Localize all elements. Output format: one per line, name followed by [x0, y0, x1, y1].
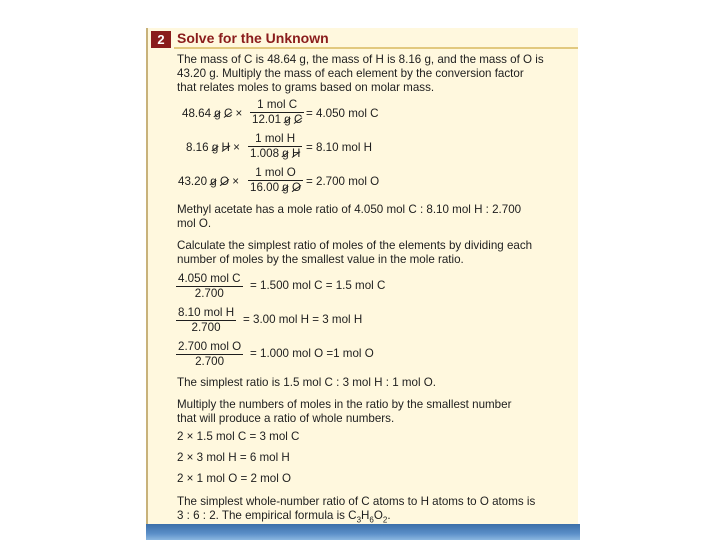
- product-1: 2 × 1.5 mol C = 3 mol C: [177, 430, 300, 443]
- ratio-line-2: mol O.: [177, 217, 212, 230]
- section-title: Solve for the Unknown: [177, 30, 329, 46]
- division-2-fraction: 8.10 mol H 2.700: [178, 306, 235, 334]
- conversion-1-mass: 48.64 g C ×: [182, 107, 243, 120]
- conclusion-line-1: The simplest whole-number ratio of C atoms to H atoms to O atoms is: [177, 495, 536, 508]
- conversion-3-factor: 1 mol O 16.00 g O: [250, 166, 301, 194]
- division-2-result: = 3.00 mol H = 3 mol H: [243, 313, 363, 326]
- simplest-intro-line-1: Calculate the simplest ratio of moles of the elements by dividing each: [177, 239, 533, 252]
- conversion-3-result: = 2.700 mol O: [306, 175, 380, 188]
- division-3-fraction: 2.700 mol O 2.700: [178, 340, 242, 368]
- conversion-2-result: = 8.10 mol H: [306, 141, 373, 154]
- simplest-ratio: The simplest ratio is 1.5 mol C : 3 mol H : 1 mol O.: [177, 376, 437, 389]
- ratio-line-1: Methyl acetate has a mole ratio of 4.050 mol C : 8.10 mol H : 2.700: [177, 203, 522, 216]
- product-3: 2 × 1 mol O = 2 mol O: [177, 472, 292, 485]
- left-rule: [146, 28, 148, 528]
- conversion-1-result: = 4.050 mol C: [306, 107, 379, 120]
- simplest-intro-line-2: number of moles by the smallest value in the mole ratio.: [177, 253, 464, 266]
- conversion-1-factor: 1 mol C 12.01 g C: [252, 98, 303, 126]
- conversion-3-mass: 43.20 g O ×: [178, 175, 239, 188]
- multiply-intro-line-1: Multiply the numbers of moles in the ratio by the smallest number: [177, 398, 512, 411]
- heading-underline: [174, 47, 578, 49]
- intro-line-2: 43.20 g. Multiply the mass of each element by the conversion factor: [177, 67, 524, 80]
- intro-line-3: that relates moles to grams based on molar mass.: [177, 81, 435, 94]
- division-1-fraction: 4.050 mol C 2.700: [178, 272, 241, 300]
- conclusion-line-2: 3 : 6 : 2. The empirical formula is $C_3H_6O_2$.: [177, 509, 391, 525]
- multiply-intro-line-2: that will produce a ratio of whole numbers.: [177, 412, 395, 425]
- product-2: 2 × 3 mol H = 6 mol H: [177, 451, 290, 464]
- division-3-result: = 1.000 mol O =1 mol O: [250, 347, 374, 360]
- intro-line-1: The mass of C is 48.64 g, the mass of H is 8.16 g, and the mass of O is: [177, 53, 544, 66]
- conversion-2-mass: 8.16 g H ×: [186, 141, 240, 154]
- conversion-2-factor: 1 mol H 1.008 g H: [250, 132, 301, 160]
- division-1-result: = 1.500 mol C = 1.5 mol C: [250, 279, 386, 292]
- section-number: 2: [151, 31, 171, 48]
